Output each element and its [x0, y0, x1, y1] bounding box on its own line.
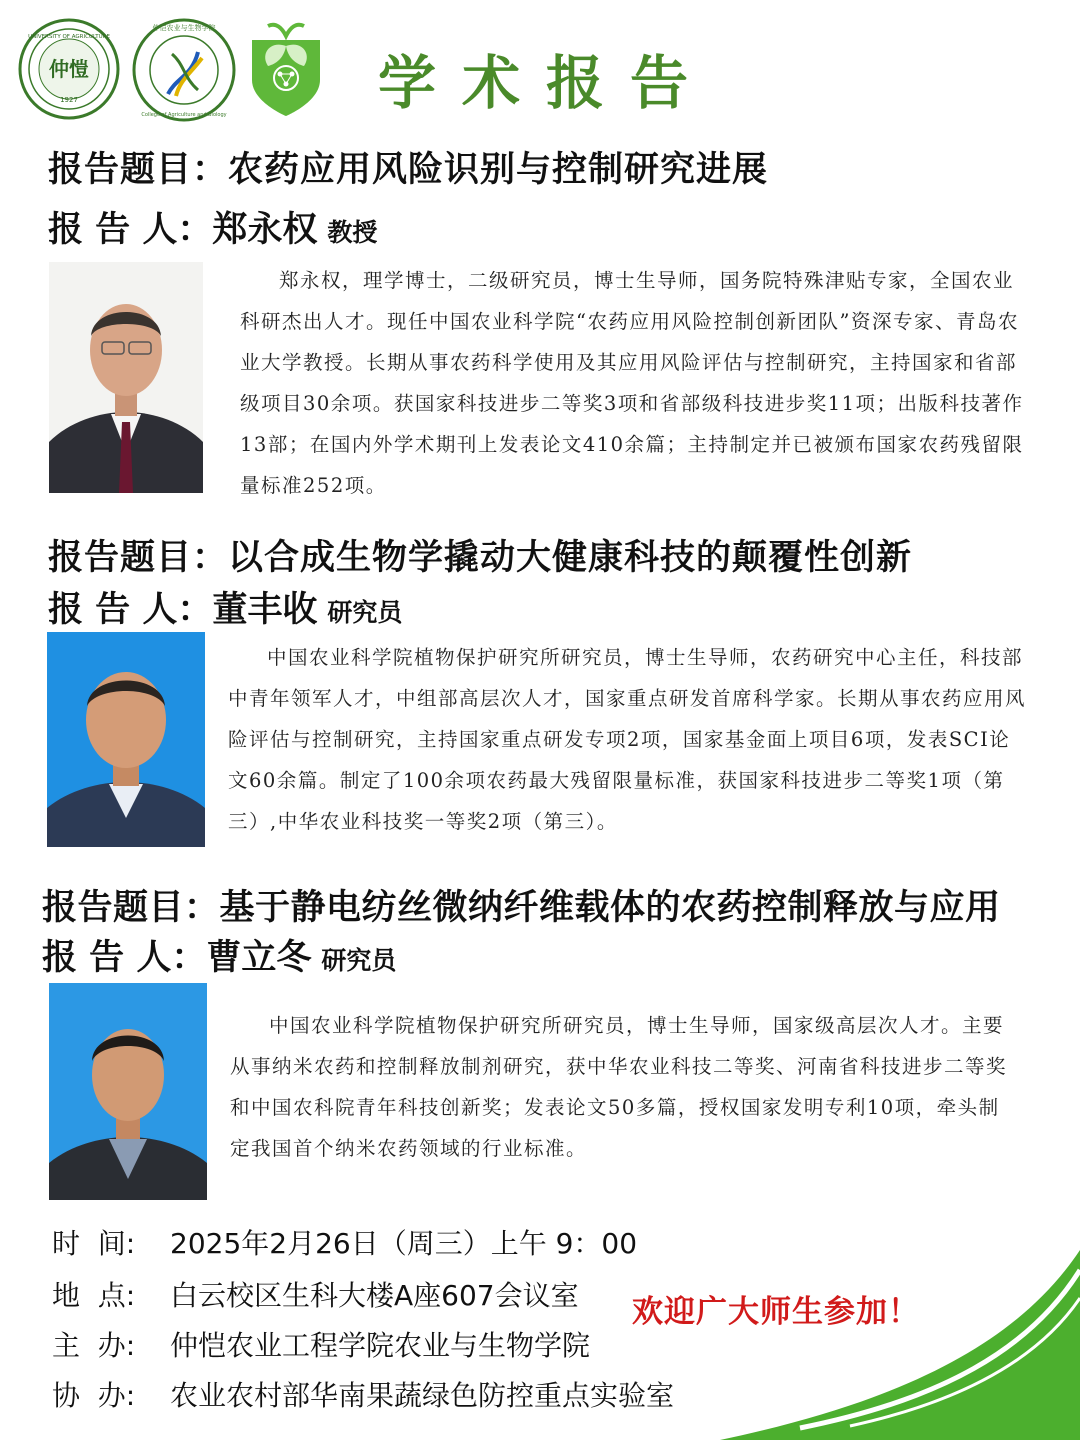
info-place-value: 白云校区生科大楼A座607会议室 [170, 1279, 579, 1312]
page-title: 学术报告 [378, 49, 715, 117]
info-cohost-label: 协 办: [52, 1379, 136, 1412]
talk-3-speaker [42, 930, 396, 980]
info-cohost-value: 农业农村部华南果蔬绿色防控重点实验室 [170, 1379, 675, 1412]
seal-glyph: 仲愷 [49, 57, 89, 81]
talk-2-title [48, 530, 912, 580]
talk-1-speaker-label: 报 告 人： [48, 209, 213, 250]
info-time-value: 2025年2月26日（周三）上午 9：00 [170, 1227, 638, 1260]
info-cohost [52, 1374, 674, 1414]
green-swoosh-decoration [660, 1250, 1080, 1440]
talk-2-title-label: 报告题目： [48, 537, 229, 578]
talk-2-speaker-label: 报 告 人： [48, 589, 213, 630]
info-host-value: 仲恺农业工程学院农业与生物学院 [170, 1329, 591, 1362]
talk-1-speaker-name: 郑永权 [212, 209, 318, 250]
talk-3-bio: 中国农业科学院植物保护研究所研究员，博士生导师，国家级高层次人才。主要从事纳米农药和控制释放制剂研究，获中华农业科技二等奖、河南省科技进步二等奖和中国农科院青年科技创新奖；发表论文50多篇，授权国家发明专利10项，牵头制定我国首个纳米农药领域的行业标准。 [230, 1014, 1008, 1160]
talk-1-speaker-photo [49, 262, 203, 493]
talk-3-title-label: 报告题目： [42, 887, 220, 928]
talk-2-speaker-photo [47, 632, 205, 847]
talk-3-title [42, 880, 1001, 930]
talk-3-speaker-photo [49, 983, 207, 1200]
leaf-shield-logo [246, 20, 326, 124]
talk-3-speaker-name: 曹立冬 [206, 937, 312, 978]
info-time [52, 1222, 637, 1262]
talk-1-speaker [48, 202, 377, 252]
talk-3-speaker-label: 报 告 人： [42, 937, 207, 978]
welcome-message: 欢迎广大师生参加！ [632, 1294, 920, 1330]
info-time-label: 时 间: [52, 1227, 136, 1260]
university-seal-logo [18, 18, 120, 124]
info-place [52, 1274, 579, 1314]
talk-2-bio: 中国农业科学院植物保护研究所研究员，博士生导师，农药研究中心主任，科技部中青年领军人才，中组部高层次人才，国家重点研发首席科学家。长期从事农药应用风险评估与控制研究，主持国家重点研发专项2项，国家基金面上项目6项，发表SCI论文60余篇。制定了100余项农药最大残留限量标准，获国家科技进步二等奖1项（第三）,中华农业科技奖一等奖2项（第三）。 [228, 646, 1027, 833]
talk-3-speaker-rank: 研究员 [321, 946, 397, 975]
talk-1-title [48, 142, 768, 192]
info-place-label: 地 点: [52, 1279, 136, 1312]
emblem-arc-cn: 仲恺农业与生物学院 [152, 24, 216, 32]
info-host [52, 1324, 590, 1364]
talk-2-speaker-rank: 研究员 [327, 598, 403, 627]
seal-text: UNIVERSITY OF AGRICULTURE [28, 34, 110, 40]
college-emblem-logo [132, 18, 236, 126]
seal-year: 1927 [60, 96, 78, 104]
talk-2-speaker-name: 董丰收 [212, 589, 318, 630]
talk-1-speaker-rank: 教授 [327, 218, 378, 247]
emblem-arc-en: College of Agriculture and Biology [141, 112, 227, 118]
info-host-label: 主 办: [52, 1329, 136, 1362]
talk-2-title-text: 以合成生物学撬动大健康科技的颠覆性创新 [228, 537, 913, 578]
talk-1-bio: 郑永权，理学博士，二级研究员，博士生导师，国务院特殊津贴专家，全国农业科研杰出人才。现任中国农业科学院“农药应用风险控制创新团队”资深专家、青岛农业大学教授。长期从事农药科学使用及其应用风险评估与控制研究，主持国家和省部级项目30余项。获国家科技进步二等奖3项和省部级科技进步奖11项；出版科技著作13部；在国内外学术期刊上发表论文410余篇；主持制定并已被颁布国家农药残留限量标准252项。 [240, 269, 1024, 497]
talk-2-speaker [48, 582, 402, 632]
talk-3-title-text: 基于静电纺丝微纳纤维载体的农药控制释放与应用 [219, 887, 1001, 928]
talk-1-title-label: 报告题目： [48, 149, 229, 190]
talk-1-title-text: 农药应用风险识别与控制研究进展 [228, 149, 769, 190]
